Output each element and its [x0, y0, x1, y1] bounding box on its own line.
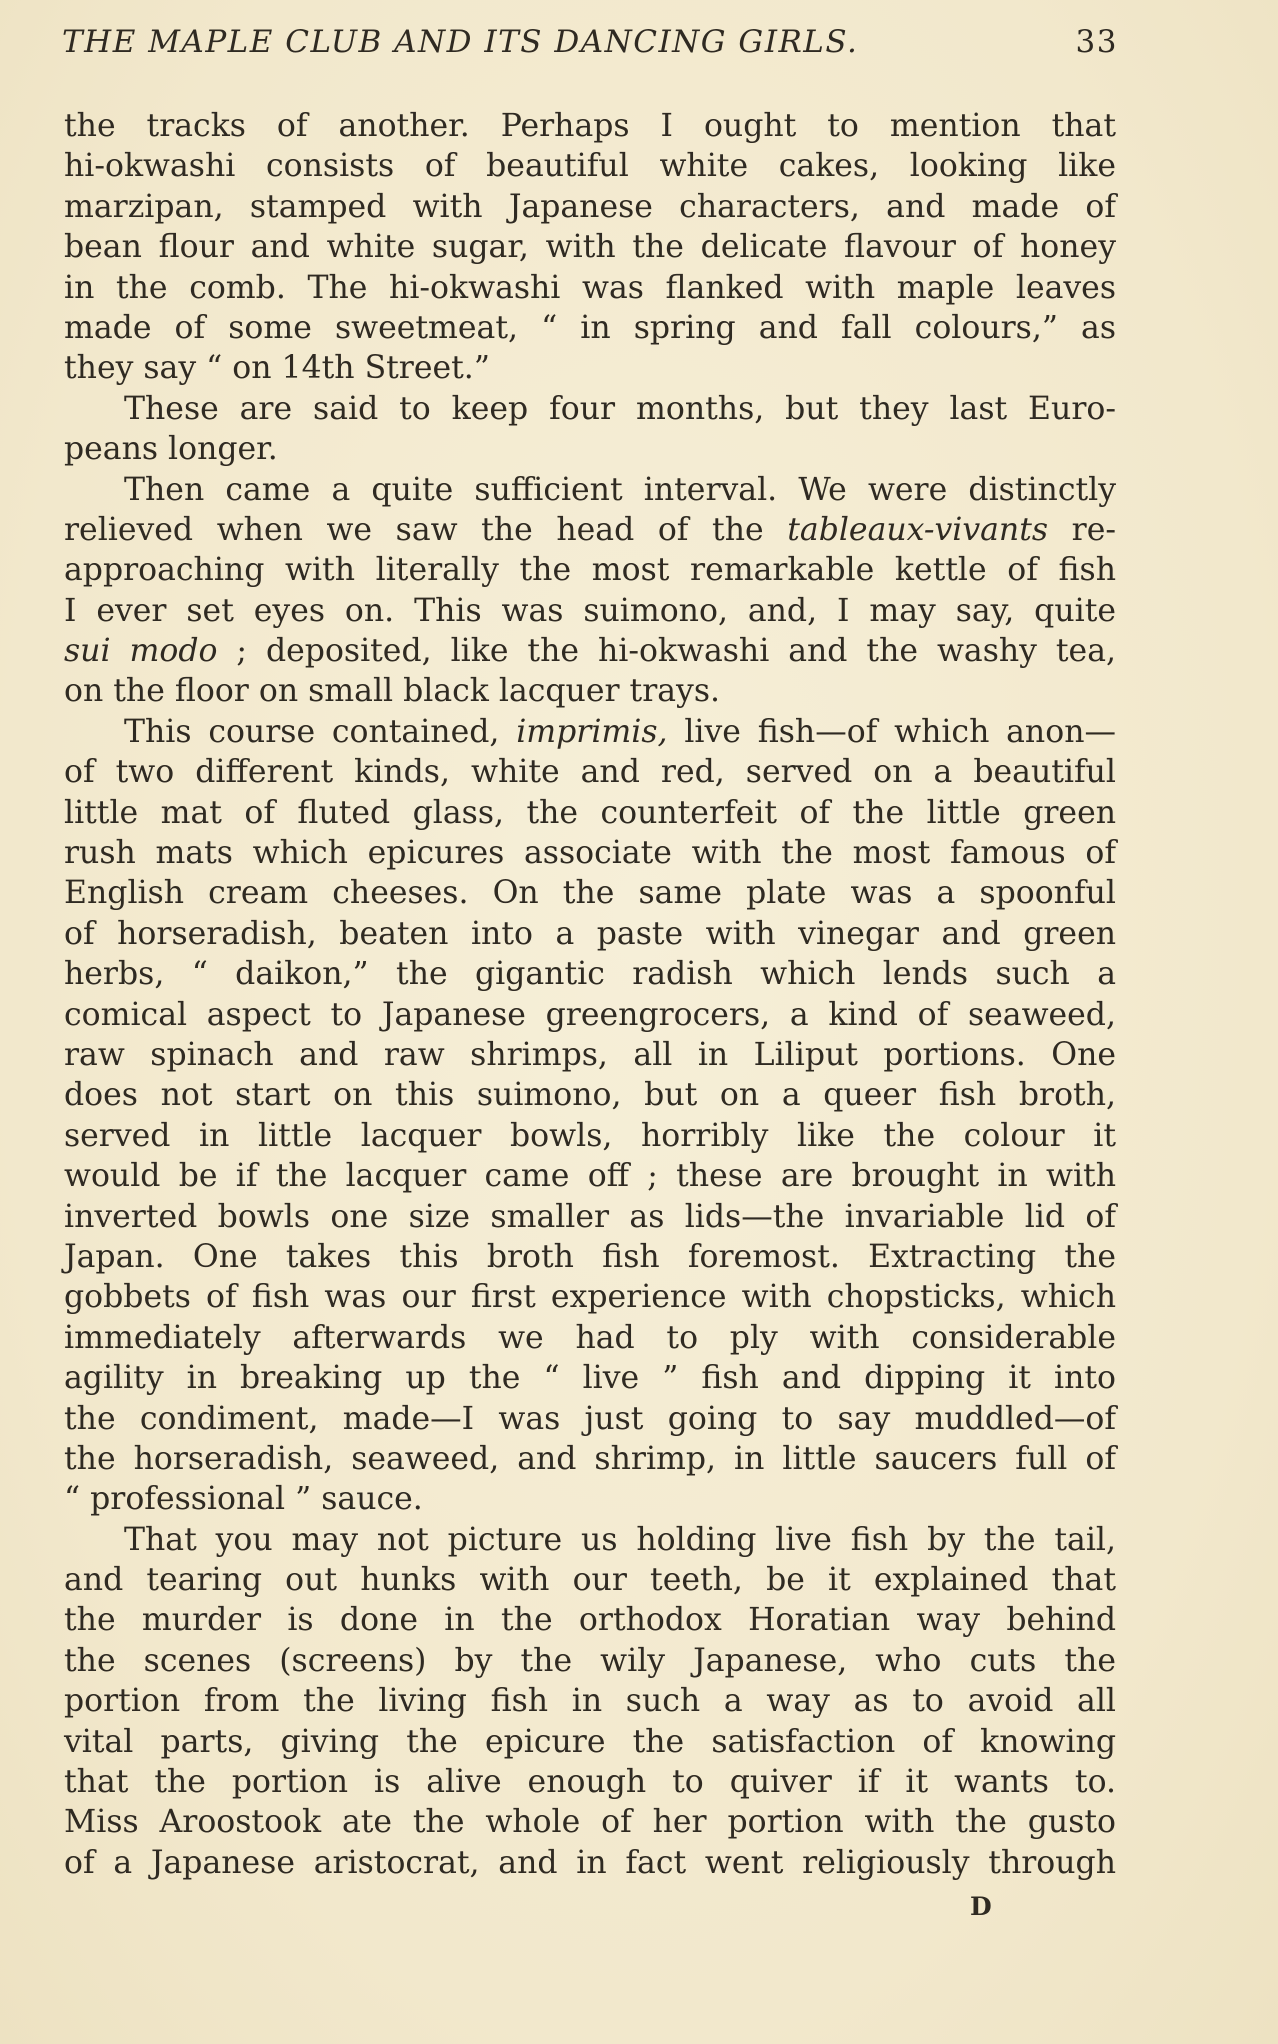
text-line: I ever set eyes on. This was suimono, and, I may say, quite [64, 592, 1116, 629]
page-number: 33 [1075, 24, 1118, 60]
text-line: rush mats which epicures associate with the most famous of [64, 835, 1116, 872]
text-line: immediately afterwards we had to ply with considerable [64, 1319, 1116, 1356]
text-line: they say “ on 14th Street.” [64, 350, 490, 387]
text-line: the murder is done in the orthodox Horatian way behind [64, 1602, 1116, 1639]
text-line: hi-okwashi consists of beautiful white cakes, looking like [64, 148, 1116, 185]
text-line: “ professional ” sauce. [64, 1481, 423, 1518]
text-line: in the comb. The hi-okwashi was flanked with maple leaves [64, 269, 1116, 306]
text-line: inverted bowls one size smaller as lids—the invariable lid of [64, 1198, 1116, 1235]
text-line: These are said to keep four months, but they last Euro- [124, 390, 1116, 427]
body-text [64, 106, 1116, 1883]
text-line: portion from the living fish in such a way as to avoid all [64, 1683, 1116, 1720]
text-line: the tracks of another. Perhaps I ought to mention that [64, 108, 1116, 144]
text-line: the horseradish, seaweed, and shrimp, in little saucers full of [64, 1440, 1116, 1477]
text-line: served in little lacquer bowls, horribly like the colour it [64, 1117, 1116, 1154]
text-line: Miss Aroostook ate the whole of her portion with the gusto [64, 1804, 1116, 1841]
paragraph-p4 [64, 712, 1116, 1520]
paragraph-p3 [64, 470, 1116, 712]
running-title: THE MAPLE CLUB AND ITS DANCING GIRLS. [62, 24, 859, 60]
page-header [62, 24, 1118, 68]
text-line: That you may not picture us holding live fish by the tail, [124, 1521, 1116, 1558]
text-line: peans longer. [64, 431, 278, 468]
text-line: This course contained, imprimis, live fish—of which anon— [124, 713, 1116, 750]
text-line: the scenes (screens) by the wily Japanese, who cuts the [64, 1642, 1116, 1679]
text-line: does not start on this suimono, but on a queer fish broth, [64, 1077, 1116, 1114]
text-line: Japan. One takes this broth fish foremost. Extracting the [64, 1238, 1116, 1275]
text-line: gobbets of fish was our first experience with chopsticks, which [64, 1279, 1116, 1316]
text-line: English cream cheeses. On the same plate was a spoonful [64, 875, 1116, 912]
paragraph-p2 [64, 389, 1116, 470]
text-line: sui modo ; deposited, like the hi-okwashi and the washy tea, [64, 633, 1116, 670]
italic-phrase: imprimis, [516, 713, 668, 750]
italic-phrase: sui modo [64, 633, 218, 670]
text-line: bean flour and white sugar, with the delicate flavour of honey [64, 229, 1116, 266]
text-line: of horseradish, beaten into a paste with vinegar and green [64, 915, 1116, 952]
signature-mark: D [970, 1892, 993, 1921]
text-line: relieved when we saw the head of the tableaux-vivants re- [64, 511, 1117, 548]
text-line: of a Japanese aristocrat, and in fact went religiously through [64, 1844, 1116, 1881]
italic-phrase: tableaux-vivants [787, 511, 1049, 548]
text-line: the condiment, made—I was just going to say muddled—of [64, 1400, 1116, 1437]
text-line: agility in breaking up the “ live ” fish and dipping it into [64, 1360, 1116, 1397]
text-line: approaching with literally the most remarkable kettle of fish [64, 552, 1116, 589]
text-line: little mat of fluted glass, the counterfeit of the little green [64, 794, 1116, 831]
text-line: raw spinach and raw shrimps, all in Liliput portions. One [64, 1036, 1116, 1073]
text-line: vital parts, giving the epicure the satisfaction of knowing [64, 1723, 1116, 1760]
text-line: on the floor on small black lacquer trays. [64, 673, 721, 710]
text-line: marzipan, stamped with Japanese characters, and made of [64, 188, 1116, 225]
paragraph-p1 [64, 106, 1116, 389]
text-line: that the portion is alive enough to quiver if it wants to. [64, 1764, 1116, 1801]
text-line: herbs, “ daikon,” the gigantic radish which lends such a [64, 956, 1116, 993]
text-line: and tearing out hunks with our teeth, be it explained that [64, 1562, 1116, 1599]
text-line: comical aspect to Japanese greengrocers, a kind of seaweed, [64, 996, 1116, 1033]
text-line: made of some sweetmeat, “ in spring and fall colours,” as [64, 309, 1116, 346]
text-line: would be if the lacquer came off ; these are brought in with [64, 1158, 1116, 1195]
text-line: of two different kinds, white and red, served on a beautiful [64, 754, 1116, 791]
paragraph-p5 [64, 1520, 1116, 1884]
text-line: Then came a quite sufficient interval. We were distinctly [124, 471, 1116, 508]
